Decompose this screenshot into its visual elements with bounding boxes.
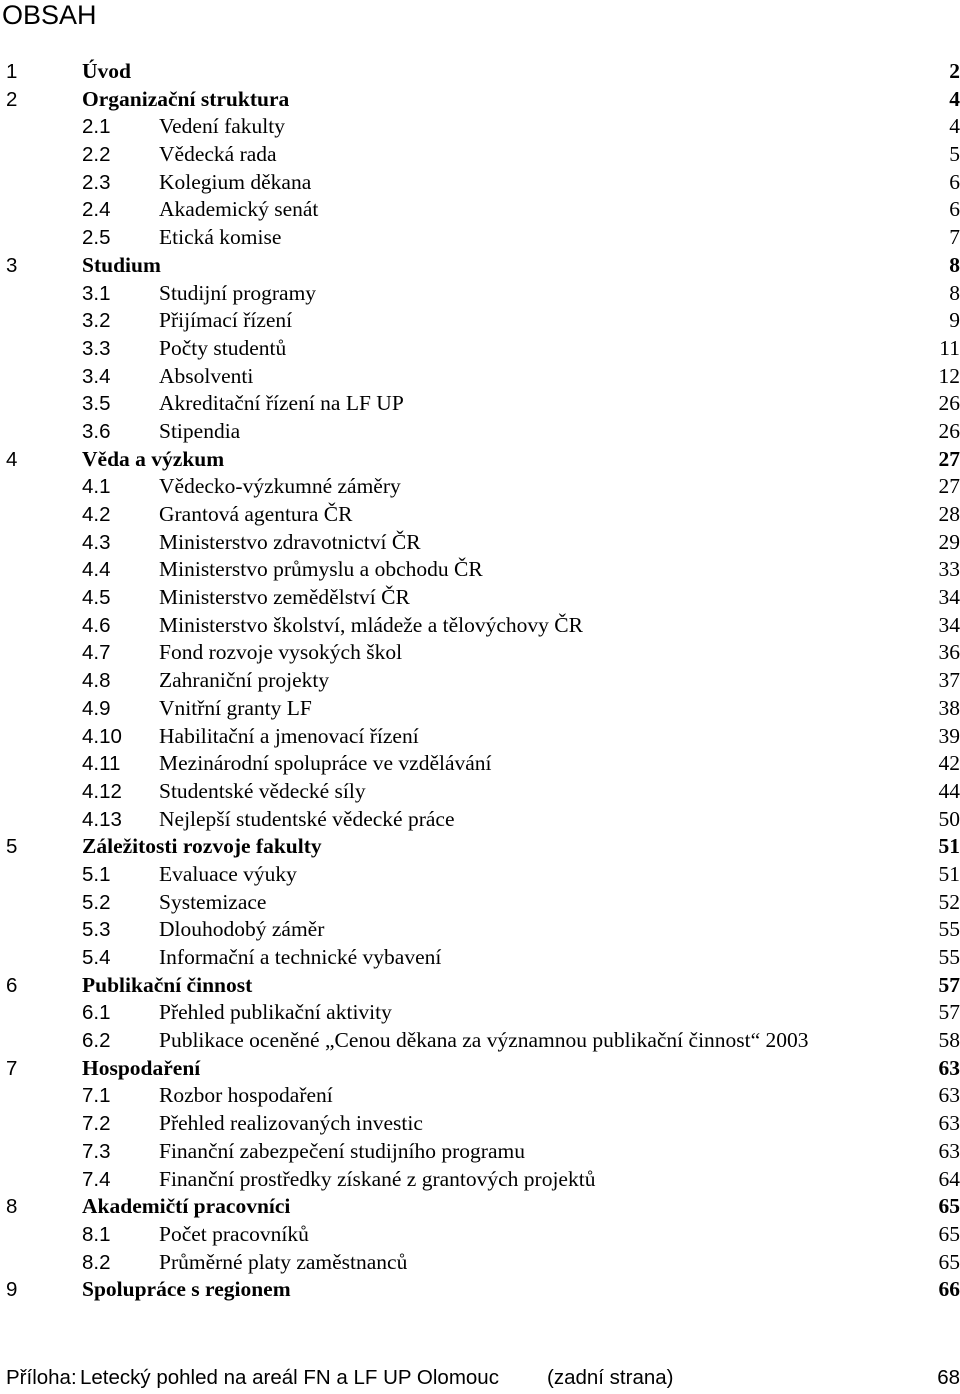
toc-label: Systemizace <box>159 889 267 914</box>
toc-label: Fond rozvoje vysokých škol <box>159 640 403 665</box>
toc-subsection-row <box>0 418 960 446</box>
toc-number: 5.4 <box>82 946 111 969</box>
toc-page-number: 57 <box>938 972 960 997</box>
toc-page-number: 65 <box>938 1194 960 1219</box>
toc-page-number: 29 <box>938 529 960 554</box>
toc-number: 3.2 <box>82 309 111 333</box>
toc-label: Grantová agentura ČR <box>159 502 353 526</box>
toc-number: 4.8 <box>82 669 111 693</box>
toc-number: 4 <box>6 447 18 471</box>
toc-number: 1 <box>6 60 18 83</box>
toc-label: Průměrné platy zaměstnanců <box>159 1249 408 1274</box>
toc-page-number: 7 <box>949 225 960 250</box>
toc-number: 6.1 <box>82 1001 111 1025</box>
toc-label: Absolventi <box>159 363 254 388</box>
toc-page-number: 65 <box>938 1249 960 1274</box>
toc-page-number: 51 <box>938 834 960 859</box>
toc-section-row <box>0 58 960 86</box>
toc-label: Přehled realizovaných investic <box>159 1111 423 1136</box>
toc-subsection-row <box>0 307 960 335</box>
toc-label: Akademický senát <box>159 197 319 222</box>
toc-subsection-row <box>0 1221 960 1249</box>
toc-page-number: 2 <box>949 59 960 83</box>
toc-subsection-row <box>0 473 960 501</box>
toc-subsection-row <box>0 944 960 972</box>
toc-number: 4.2 <box>82 503 111 526</box>
toc-subsection-row <box>0 861 960 889</box>
toc-page-number: 5 <box>949 142 960 167</box>
toc-page-number: 64 <box>938 1166 960 1191</box>
toc-label: Akreditační řízení na LF UP <box>159 391 404 416</box>
toc-label: Publikace oceněné „Cenou děkana za významnou publikační činnost“ 2003 <box>159 1028 809 1053</box>
toc-page-number: 52 <box>938 889 960 914</box>
toc-subsection-row <box>0 196 960 224</box>
toc-number: 2.5 <box>82 226 111 250</box>
toc-page-number: 4 <box>949 86 960 111</box>
toc-number: 4.7 <box>82 641 111 665</box>
toc-label: Mezinárodní spolupráce ve vzdělávání <box>159 751 492 776</box>
toc-label: Vedení fakulty <box>159 114 285 139</box>
toc-page-number: 42 <box>938 751 960 776</box>
toc-number: 4.9 <box>82 696 111 720</box>
toc-page-number: 11 <box>939 335 960 360</box>
toc-section-row <box>0 252 960 280</box>
toc-section-row <box>0 1276 960 1304</box>
toc-number: 3.1 <box>82 281 111 305</box>
toc-label: Etická komise <box>159 225 282 250</box>
toc-section-row <box>0 86 960 114</box>
toc-label: Organizační struktura <box>82 86 290 111</box>
toc-number: 3 <box>6 253 18 277</box>
toc-number: 3.6 <box>82 419 111 443</box>
toc-number: 7.3 <box>82 1139 111 1163</box>
toc-number: 2.2 <box>82 143 111 167</box>
toc-subsection-row <box>0 169 960 197</box>
table-of-contents <box>0 58 960 1304</box>
toc-number: 5 <box>6 835 18 859</box>
toc-subsection-row <box>0 1082 960 1110</box>
toc-number: 9 <box>6 1278 18 1302</box>
toc-page-number: 36 <box>938 640 960 665</box>
toc-label: Finanční prostředky získané z grantových projektů <box>159 1166 596 1191</box>
toc-label: Kolegium děkana <box>159 169 312 194</box>
toc-label: Finanční zabezpečení studijního programu <box>159 1138 525 1163</box>
toc-label: Nejlepší studentské vědecké práce <box>159 806 455 831</box>
toc-page-number: 34 <box>938 612 960 637</box>
toc-number: 4.13 <box>82 807 122 831</box>
toc-label: Přehled publikační aktivity <box>159 1000 392 1025</box>
toc-page-number: 8 <box>949 280 960 305</box>
toc-number: 5.1 <box>82 862 111 886</box>
toc-label: Habilitační a jmenovací řízení <box>159 723 419 748</box>
toc-section-row <box>0 972 960 1000</box>
page-title: OBSAH <box>2 0 97 30</box>
toc-subsection-row <box>0 1166 960 1194</box>
toc-page-number: 4 <box>949 114 960 139</box>
toc-subsection-row <box>0 723 960 751</box>
toc-number: 6 <box>6 973 18 997</box>
toc-number: 6.2 <box>82 1029 111 1053</box>
toc-number: 2.4 <box>82 198 111 222</box>
toc-subsection-row <box>0 1138 960 1166</box>
toc-page-number: 37 <box>938 668 960 693</box>
toc-label: Vědecká rada <box>159 142 277 167</box>
toc-subsection-row <box>0 999 960 1027</box>
toc-label: Studentské vědecké síly <box>159 778 366 803</box>
toc-label: Vědecko-výzkumné záměry <box>159 474 401 499</box>
toc-page-number: 38 <box>938 695 960 720</box>
toc-section-row <box>0 1193 960 1221</box>
toc-subsection-row <box>0 390 960 418</box>
toc-subsection-row <box>0 916 960 944</box>
toc-section-row <box>0 1055 960 1083</box>
toc-subsection-row <box>0 1027 960 1055</box>
toc-label: Vnitřní granty LF <box>159 695 312 720</box>
toc-label: Studijní programy <box>159 280 317 305</box>
toc-number: 4.6 <box>82 613 111 637</box>
toc-number: 3.5 <box>82 392 111 416</box>
toc-label: Dlouhodobý záměr <box>159 917 325 942</box>
toc-subsection-row <box>0 889 960 917</box>
toc-label: Počty studentů <box>159 335 287 360</box>
toc-page-number: 63 <box>938 1111 960 1136</box>
appendix-label: Příloha: <box>6 1366 77 1389</box>
toc-label: Věda a výzkum <box>82 446 225 471</box>
toc-number: 4.12 <box>82 779 122 803</box>
toc-page-number: 33 <box>938 557 960 582</box>
toc-page-number: 66 <box>938 1277 960 1302</box>
toc-label: Akademičtí pracovníci <box>82 1194 291 1219</box>
toc-number: 4.4 <box>82 558 111 582</box>
toc-number: 3.3 <box>82 336 111 360</box>
toc-page-number: 6 <box>949 169 960 194</box>
toc-label: Přijímací řízení <box>159 308 293 333</box>
toc-number: 7.4 <box>82 1167 111 1191</box>
toc-subsection-row <box>0 335 960 363</box>
toc-subsection-row <box>0 113 960 141</box>
toc-subsection-row <box>0 224 960 252</box>
toc-subsection-row <box>0 806 960 834</box>
toc-page-number: 28 <box>938 502 960 526</box>
toc-label: Úvod <box>82 59 131 83</box>
toc-label: Stipendia <box>159 418 241 443</box>
toc-label: Hospodaření <box>82 1055 201 1080</box>
toc-label: Evaluace výuky <box>159 861 297 886</box>
toc-page-number: 44 <box>938 778 960 803</box>
toc-number: 3.4 <box>82 364 111 388</box>
toc-page-number: 34 <box>938 585 960 610</box>
toc-subsection-row <box>0 501 960 529</box>
toc-page-number: 50 <box>938 806 960 831</box>
toc-label: Ministerstvo zemědělství ČR <box>159 585 410 610</box>
toc-subsection-row <box>0 667 960 695</box>
toc-subsection-row <box>0 639 960 667</box>
appendix-page-number: 68 <box>937 1366 960 1389</box>
toc-number: 4.11 <box>82 752 121 776</box>
toc-page-number: 12 <box>938 363 960 388</box>
toc-page-number: 55 <box>938 945 960 969</box>
toc-subsection-row <box>0 280 960 308</box>
toc-subsection-row <box>0 556 960 584</box>
toc-number: 5.3 <box>82 918 111 942</box>
toc-label: Ministerstvo průmyslu a obchodu ČR <box>159 557 483 582</box>
toc-number: 4.10 <box>82 724 122 748</box>
toc-number: 7.2 <box>82 1112 111 1136</box>
toc-subsection-row <box>0 750 960 778</box>
toc-subsection-row <box>0 612 960 640</box>
toc-number: 4.5 <box>82 586 111 610</box>
toc-subsection-row <box>0 584 960 612</box>
toc-number: 4.3 <box>82 530 111 554</box>
toc-label: Zahraniční projekty <box>159 668 330 693</box>
toc-number: 8 <box>6 1195 18 1219</box>
appendix-note: (zadní strana) <box>547 1366 674 1389</box>
toc-page-number: 58 <box>938 1028 960 1053</box>
toc-section-row <box>0 446 960 474</box>
toc-number: 4.1 <box>82 475 111 499</box>
toc-subsection-row <box>0 695 960 723</box>
toc-page-number: 26 <box>938 391 960 416</box>
toc-number: 2.1 <box>82 115 111 139</box>
toc-number: 7 <box>6 1056 18 1080</box>
toc-number: 8.2 <box>82 1250 111 1274</box>
toc-page-number: 27 <box>938 474 960 499</box>
toc-number: 2 <box>6 87 18 111</box>
toc-subsection-row <box>0 141 960 169</box>
toc-subsection-row <box>0 363 960 391</box>
toc-subsection-row <box>0 1249 960 1277</box>
toc-label: Záležitosti rozvoje fakulty <box>82 834 322 859</box>
toc-subsection-row <box>0 1110 960 1138</box>
toc-page-number: 55 <box>938 917 960 942</box>
toc-page-number: 39 <box>938 723 960 748</box>
toc-page-number: 63 <box>938 1083 960 1108</box>
toc-label: Ministerstvo školství, mládeže a tělovýchovy ČR <box>159 612 583 637</box>
toc-page-number: 9 <box>949 308 960 333</box>
toc-page-number: 26 <box>938 418 960 443</box>
toc-label: Rozbor hospodaření <box>159 1083 333 1108</box>
toc-label: Ministerstvo zdravotnictví ČR <box>159 529 421 554</box>
toc-label: Informační a technické vybavení <box>159 945 442 969</box>
appendix-entry <box>6 1364 960 1394</box>
toc-page-number: 63 <box>938 1055 960 1080</box>
toc-page-number: 27 <box>938 446 960 471</box>
toc-subsection-row <box>0 529 960 557</box>
toc-page-number: 51 <box>938 861 960 886</box>
toc-page-number: 6 <box>949 197 960 222</box>
toc-label: Počet pracovníků <box>159 1221 309 1246</box>
toc-label: Publikační činnost <box>82 972 253 997</box>
toc-page-number: 8 <box>949 252 960 277</box>
toc-number: 5.2 <box>82 890 111 914</box>
toc-number: 7.1 <box>82 1084 111 1108</box>
toc-section-row <box>0 833 960 861</box>
toc-label: Spolupráce s regionem <box>82 1277 291 1302</box>
toc-number: 2.3 <box>82 170 111 194</box>
toc-number: 8.1 <box>82 1222 111 1246</box>
toc-page-number: 65 <box>938 1221 960 1246</box>
toc-label: Studium <box>82 252 161 277</box>
toc-page-number: 57 <box>938 1000 960 1025</box>
appendix-text: Letecký pohled na areál FN a LF UP Olomouc <box>80 1366 499 1389</box>
toc-page-number: 63 <box>938 1138 960 1163</box>
toc-subsection-row <box>0 778 960 806</box>
